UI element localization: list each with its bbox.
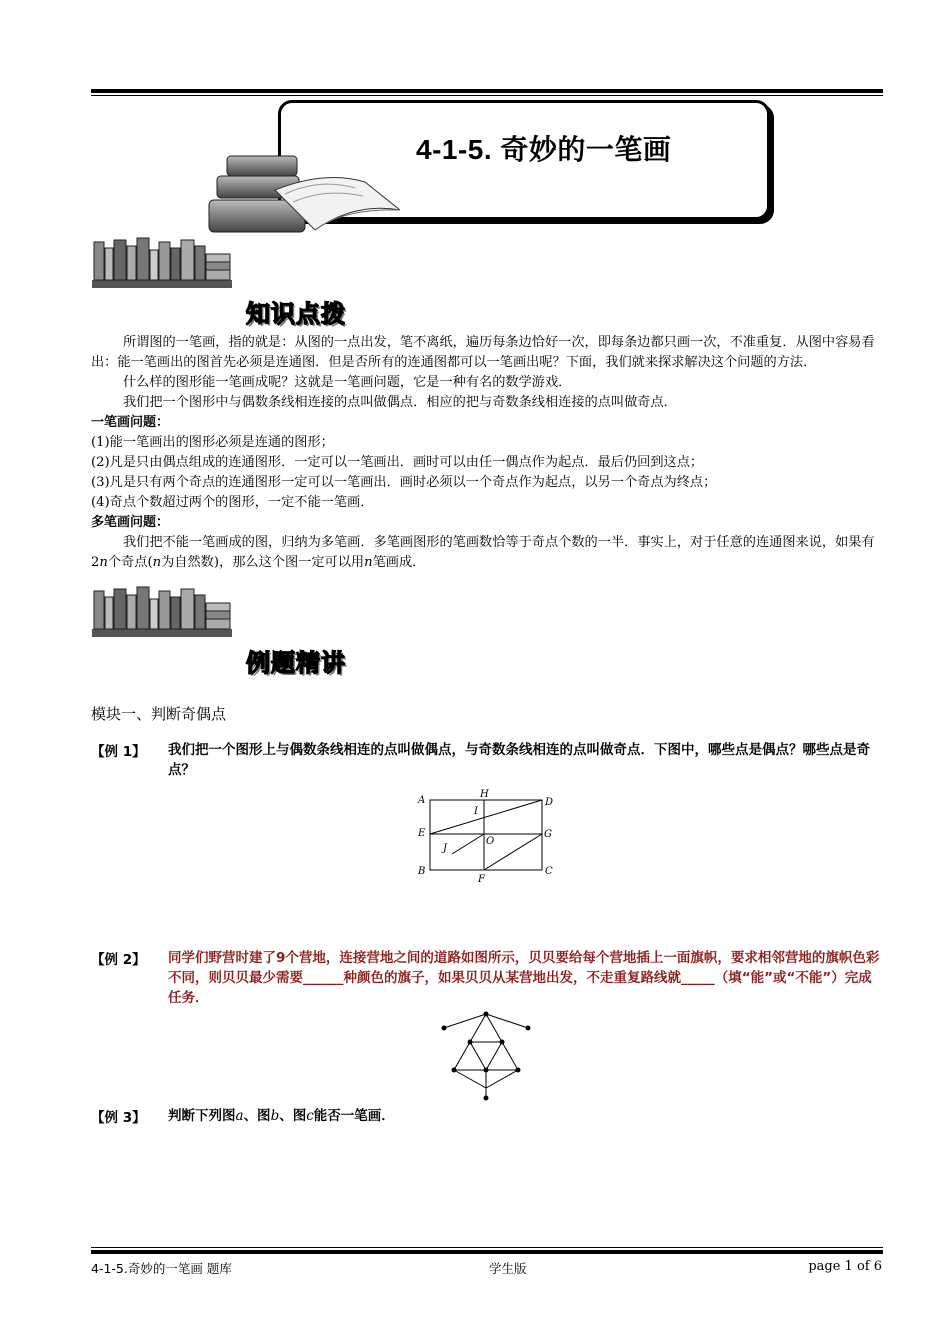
example-3-text: 判断下列图a、图b、图c能否一笔画． [168, 1108, 395, 1124]
heading-one-stroke: 一笔画问题： [91, 415, 170, 430]
module-heading: 模块一、判断奇偶点 [91, 705, 227, 723]
rule-item: (1)能一笔画出的图形必须是连通的图形； [91, 435, 334, 450]
point-label: I [474, 806, 478, 817]
header-rule-thin [91, 95, 883, 96]
header-rule-thick [91, 89, 883, 93]
knowledge-body [91, 333, 883, 573]
rule-item: (3)凡是只有两个奇点的连通图形一定可以一笔画出．画时必须以一个奇点作为起点，以另一个奇点为终点； [91, 475, 717, 490]
heading-multi-stroke: 多笔画问题： [91, 515, 170, 530]
point-label: D [545, 797, 554, 808]
knowledge-paragraph-3: 我们把一个图形中与偶数条线相连接的点叫做偶点．相应的把与奇数条线相连接的点叫做奇点． [123, 395, 677, 410]
point-label: B [418, 866, 426, 877]
example-1-text: 我们把一个图形上与偶数条线相连的点叫做偶点，与奇数条线相连的点叫做奇点．下图中，哪些点是偶点？哪些点是奇点？ [168, 742, 870, 778]
bookshelf-icon [90, 585, 236, 639]
point-label: J [443, 843, 448, 854]
page-title: 4-1-5. 奇妙的一笔画 [416, 134, 672, 165]
point-label: E [418, 828, 426, 839]
point-label: O [486, 836, 495, 847]
example-1-label: 【例 1】 [91, 744, 146, 760]
knowledge-paragraph-2: 什么样的图形能一笔画成呢？这就是一笔画问题，它是一种有名的数学游戏． [123, 375, 572, 390]
books-illustration [205, 150, 405, 242]
example-3-label: 【例 3】 [91, 1110, 146, 1126]
example-2-label: 【例 2】 [91, 952, 146, 968]
footer-left: 4-1-5.奇妙的一笔画 题库 [91, 1261, 232, 1276]
section-title-knowledge: 知识点拨 [246, 300, 346, 328]
rule-item: (2)凡是只由偶点组成的连通图形．一定可以一笔画出．画时可以由任一偶点作为起点．最后仍回到这点； [91, 455, 704, 470]
point-label: A [418, 795, 426, 806]
footer-rule-thick [91, 1250, 883, 1254]
rule-item: (4)奇点个数超过两个的图形，一定不能一笔画． [91, 495, 374, 510]
point-label: G [544, 829, 552, 840]
bookshelf-icon [90, 236, 236, 290]
knowledge-paragraph-4: 我们把不能一笔画成的图，归纳为多笔画．多笔画图形的笔画数恰等于奇点个数的一半．事实上，对于任意的连通图来说，如果有2n个奇点(n为自然数)，那么这个图一定可以用n笔画成． [91, 535, 875, 570]
point-label: F [478, 874, 485, 885]
footer-page-number: page 1 of 6 [808, 1259, 882, 1274]
section-title-examples: 例题精讲 [246, 649, 346, 677]
point-label: C [545, 866, 553, 877]
point-label: H [480, 789, 489, 800]
knowledge-paragraph-1: 所谓图的一笔画，指的就是：从图的一点出发，笔不离纸，遍历每条边恰好一次，即每条边都只画一次，不准重复．从图中容易看出：能一笔画出的图首先必须是连通图．但是否所有的连通图都可以一笔画出呢？下面，我们就来探求解决这个问题的方法． [91, 335, 875, 370]
example-2-text: 同学们野营时建了9个营地，连接营地之间的道路如图所示，贝贝要给每个营地插上一面旗帜，要求相邻营地的旗帜色彩不同，则贝贝最少需要______种颜色的旗子，如果贝贝从某营地出发，不走重复路线就_____（填“能”或“不能”）完成任务． [168, 950, 880, 1006]
figure-camp-graph [436, 1006, 536, 1102]
footer-center: 学生版 [489, 1261, 527, 1276]
footer-rule-thin [91, 1247, 883, 1248]
figure-rectangle-graph [410, 788, 560, 886]
